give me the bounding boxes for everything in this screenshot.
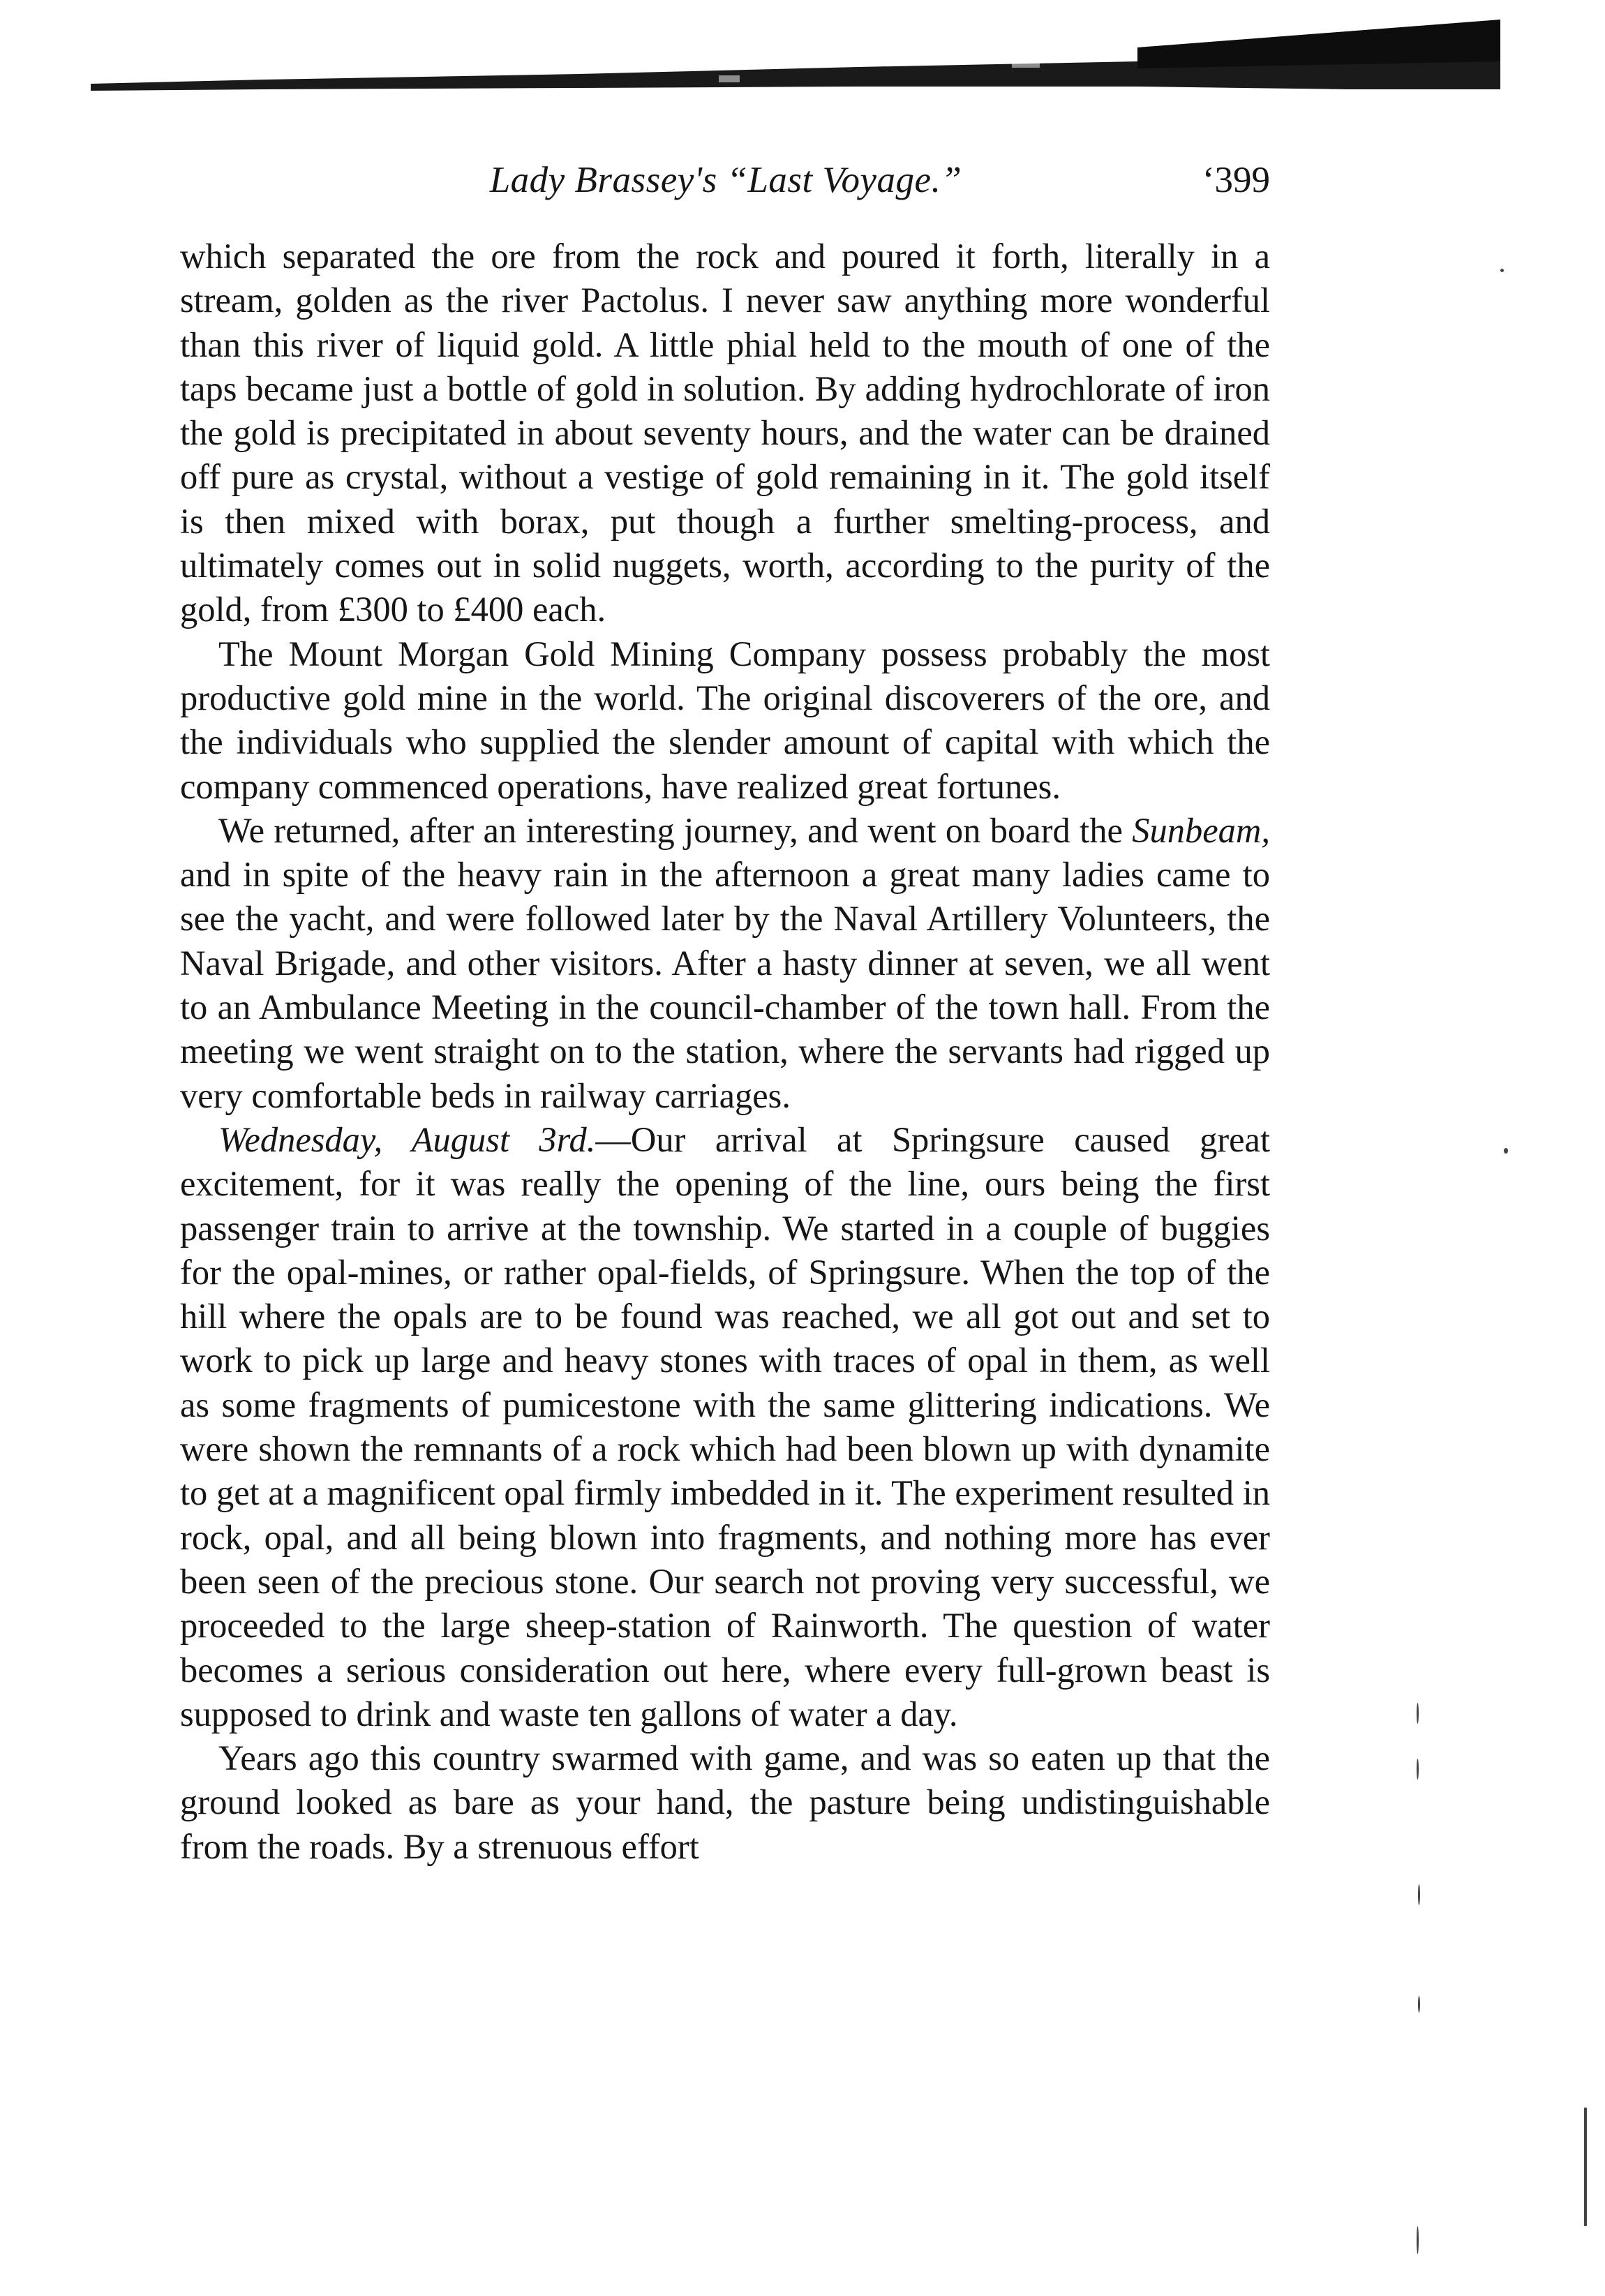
scan-speck (1418, 1996, 1420, 2013)
scan-speck (1417, 2226, 1419, 2254)
ship-name: Sunbeam, (1132, 810, 1270, 850)
paragraph-4 (180, 1118, 1270, 1736)
page-number: ‘399 (1202, 160, 1270, 200)
running-head (181, 159, 1270, 208)
scan-speck (1417, 1703, 1419, 1724)
paragraph-1: which separated the ore from the rock and poured it forth, literally in a stream, golden as the river Pactolus. I never saw anything more wonderful than this river of liquid gold. A little phial held to the mouth of one of the taps became just a bottle of gold in solution. By adding hydrochlorate of iron the gold is precipitated in about seventy hours, and the water can be drained off pure as crystal, without a vestige of gold remaining in it. The gold itself is then mixed with borax, put though a further smelting-process, and ultimately comes out in solid nuggets, worth, according to the purity of the gold, from £300 to £400 each. (180, 237, 1270, 629)
paragraph-5: Years ago this country swarmed with game, and was so eaten up that the ground looked as bare as your hand, the pasture being undistinguishable from the roads. By a strenuous effort (180, 1738, 1270, 1866)
text-block (180, 234, 1270, 1869)
diary-date: Wednesday, August 3rd. (218, 1119, 596, 1159)
running-title: Lady Brassey's “Last Voyage.” (489, 160, 962, 200)
paragraph-3 (180, 809, 1270, 1118)
scan-speck (1584, 2108, 1587, 2226)
paragraph-3-before: We returned, after an interesting journey, and went on board the (218, 810, 1133, 850)
paragraph-4-text: —Our arrival at Springsure caused great excitement, for it was really the opening of the line, ours being the first passenger train to arrive at the township. We started in a couple of buggies for the opal-mines, or rather opal-fields, of Springsure. When the top of the hill where the opals are to be found was reached, we all got out and set to work to pick up large and heavy stones with traces of opal in them, as well as some fragments of pumicestone with the same glittering indications. We were shown the remnants of a rock which had been blown up with dynamite to get at a magnificent opal firmly imbedded in it. The experiment resulted in rock, opal, and all being blown into fragments, and nothing more has ever been seen of the precious stone. Our search not proving very successful, we proceeded to the large sheep-station of Rainworth. The question of water becomes a serious consideration out here, where every full-grown beast is supposed to drink and waste ten gallons of water a day. (180, 1119, 1270, 1734)
paragraph-3-after: and in spite of the heavy rain in the afternoon a great many ladies came to see the yacht, and were followed later by the Naval Artillery Volunteers, the Naval Brigade, and other visitors. After a hasty dinner at seven, we all went to an Ambulance Meeting in the council-chamber of the town hall. From the meeting we went straight on to the station, where the servants had rigged up very comfortable beds in railway carriages. (180, 855, 1270, 1115)
scan-speck (1417, 1759, 1419, 1780)
scan-speck (1504, 1148, 1508, 1154)
scan-top-border (91, 20, 1500, 96)
scan-speck (1500, 269, 1504, 272)
paragraph-2: The Mount Morgan Gold Mining Company possess probably the most productive gold mine in the world. The original discoverers of the ore, and the individuals who supplied the slender amount of capital with which the company commenced operations, have realized great fortunes. (180, 634, 1270, 806)
scan-speck (1418, 1884, 1420, 1905)
